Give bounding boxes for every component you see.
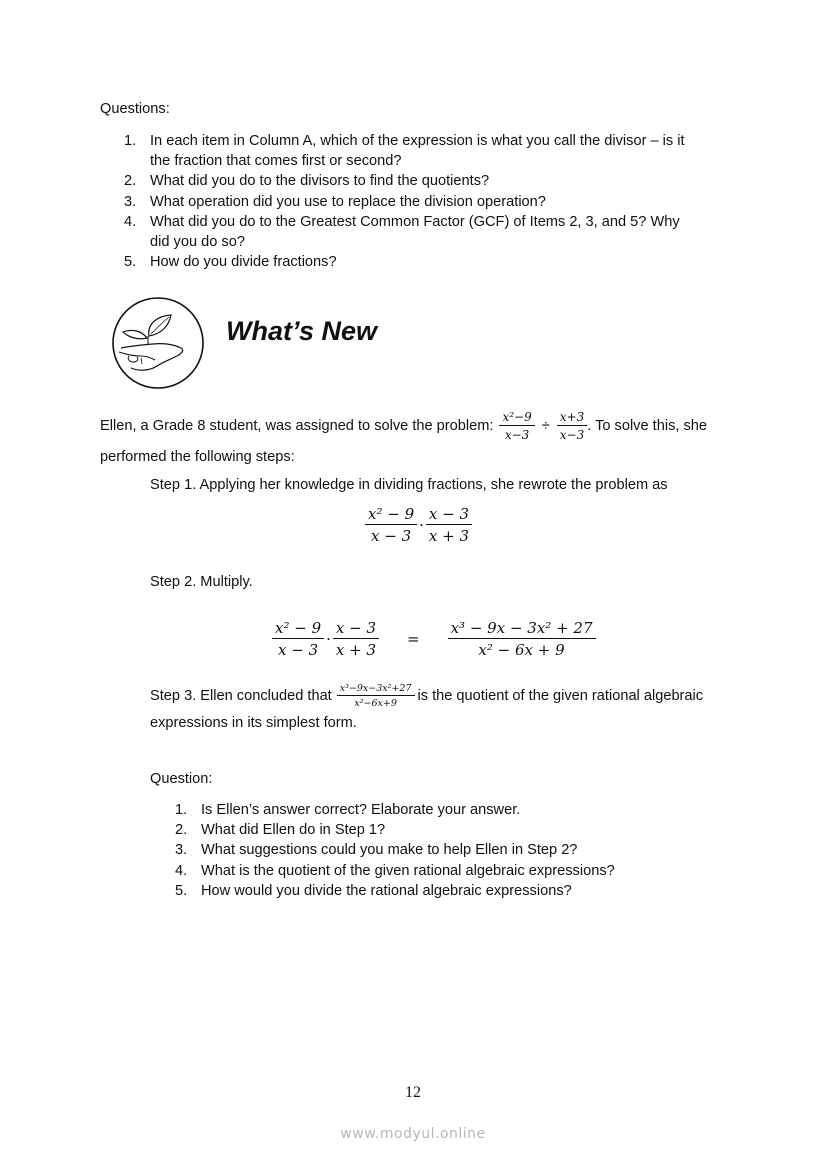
step1-fraction-2: $\frac{x - 3}{x + 3}$ — [426, 505, 472, 545]
questions-title: Questions: — [100, 101, 170, 117]
question-list — [175, 800, 615, 901]
intro-line-2: performed the following steps: — [100, 449, 295, 465]
step3-line-2: expressions in its simplest form. — [150, 715, 357, 731]
hand-holding-plant-icon — [111, 296, 205, 390]
ellen-question-2: 2. What did Ellen do in Step 1? — [175, 822, 386, 839]
ellen-question-1: 1. Is Ellen’s answer correct? Elaborate your answer. — [175, 802, 521, 818]
question-item-1: 1. In each item in Column A, which of the expression is what you call the divisor – is it — [124, 133, 685, 149]
question-item-5: 5. How do you divide fractions? — [124, 254, 337, 271]
intro-fraction-1: $\frac{\text{x²−9}}{x-3}$ — [499, 410, 534, 442]
ellen-question-4: 4. What is the quotient of the given rational algebraic expressions? — [175, 862, 615, 879]
intro-fraction-2: $\frac{x+3}{x-3}$ — [557, 410, 587, 442]
watermark: www.modyul.online — [340, 1126, 486, 1142]
step1-text: Step 1. Applying her knowledge in dividing fractions, she rewrote the problem as — [150, 477, 668, 493]
ellen-question-3: 3. What suggestions could you make to help Ellen in Step 2? — [175, 842, 578, 859]
whats-new-heading: What’s New — [226, 316, 378, 346]
step2-expression — [272, 619, 596, 659]
multiply-operator: · — [419, 516, 424, 534]
step2-text: Step 2. Multiply. — [150, 574, 253, 590]
step1-expression — [365, 505, 472, 545]
questions-list — [124, 131, 685, 272]
question-item-4-cont: did you do so? — [150, 234, 245, 251]
equals-sign: = — [407, 630, 420, 648]
multiply-operator: · — [326, 630, 331, 648]
question-item-3: 3. What operation did you use to replace the division operation? — [124, 193, 546, 210]
step3-fraction: $\frac{\text{x³−9x−3x²+27}}{\text{x²−6x+9}}$ — [337, 683, 415, 709]
page-number: 12 — [405, 1084, 421, 1101]
question-item-2: 2. What did you do to the divisors to find the quotients? — [124, 173, 490, 190]
step3-line-1: Step 3. Ellen concluded that $\frac{\text{x³−9x−3x²+27}}{\text{x²−6x+9}}$ is the quotient of the given rational algebraic — [150, 683, 704, 709]
step1-fraction-1: $\frac{\text{x² − 9}}{x - 3}$ — [365, 505, 417, 545]
step2-fraction-1: $\frac{\text{x² − 9}}{x - 3}$ — [272, 619, 324, 659]
question-item-1-cont: the fraction that comes first or second? — [150, 153, 402, 170]
ellen-question-5: 5. How would you divide the rational algebraic expressions? — [175, 882, 572, 899]
step2-result-fraction: $\frac{\text{x³ − 9x − 3x² + 27}}{\text{x² − 6x + 9}}$ — [448, 619, 596, 659]
step2-fraction-2: $\frac{x - 3}{x + 3}$ — [333, 619, 379, 659]
intro-line-1: Ellen, a Grade 8 student, was assigned to solve the problem: $\frac{\text{x²−9}}{x-3}$ ÷ $\frac{x+3}{x-3}$ . To solve this, she — [100, 410, 708, 442]
divide-operator: ÷ — [541, 418, 550, 434]
question-title: Question: — [150, 771, 213, 787]
question-item-4: 4. What did you do to the Greatest Common Factor (GCF) of Items 2, 3, and 5? Why — [124, 213, 680, 230]
